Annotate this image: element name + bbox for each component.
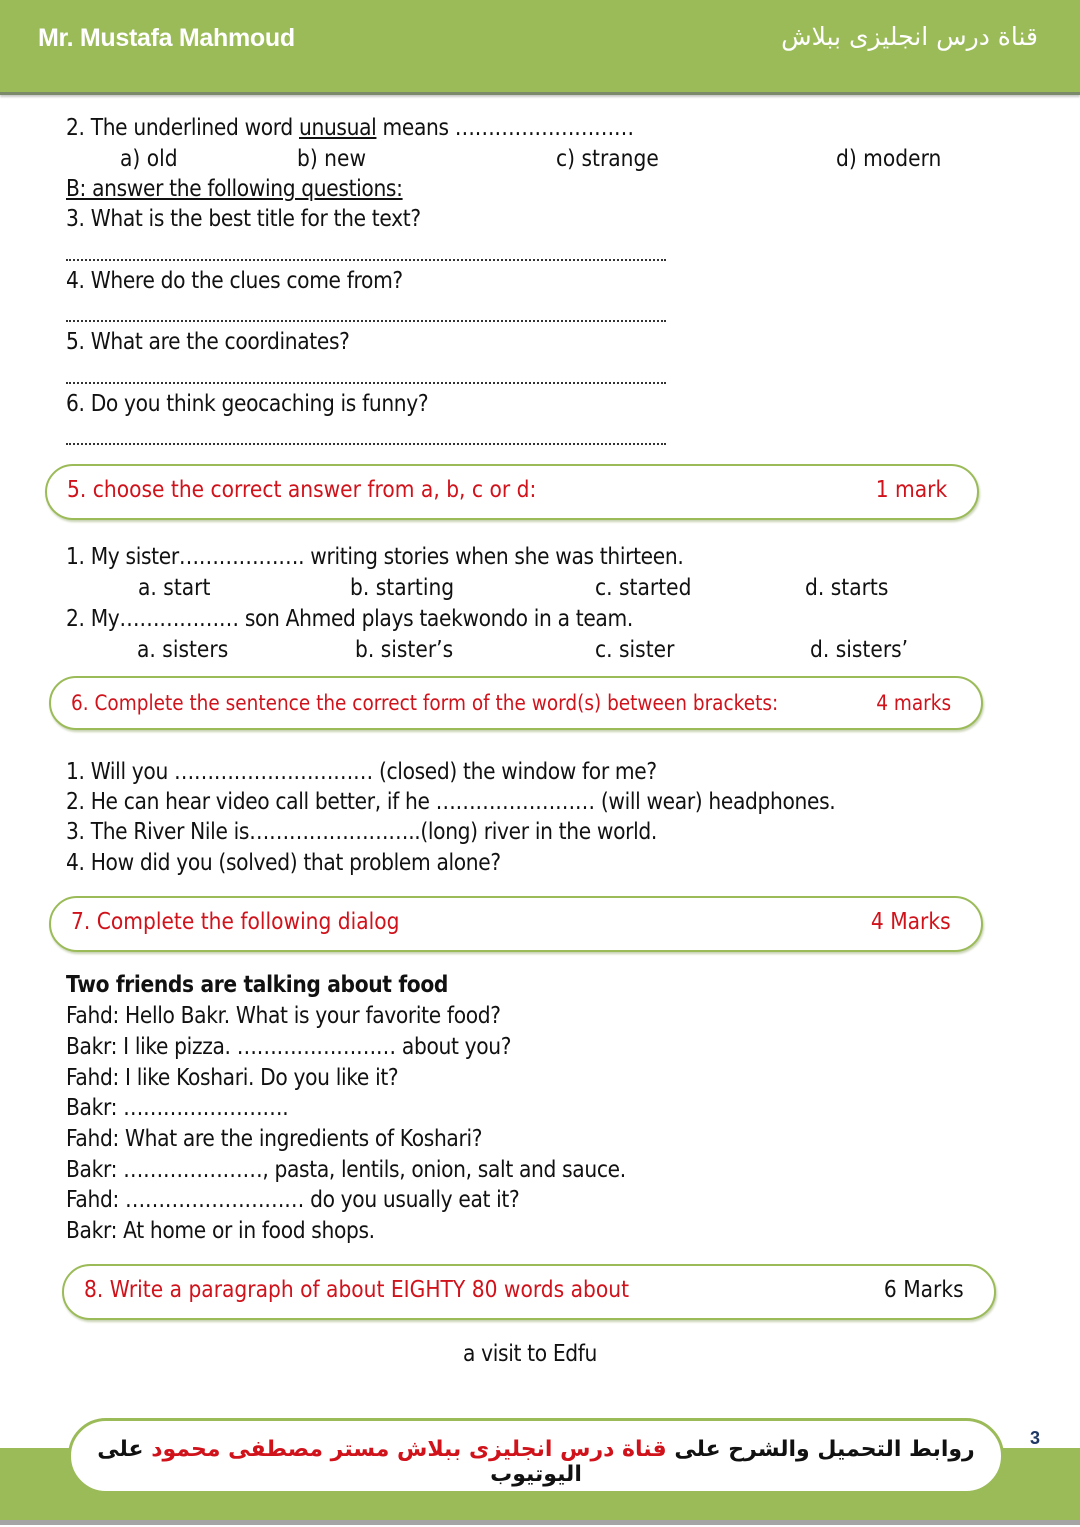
question-6: 6. Do you think geocaching is funny? [66, 391, 429, 417]
mcq-2-option-c: c. sister [595, 637, 675, 663]
mcq-1-stem: 1. My sister………………. writing stories when she was thirteen. [66, 544, 684, 570]
answer-line [66, 381, 666, 384]
mcq-1-option-c: c. started [595, 575, 692, 601]
mcq-1-option-a: a. start [138, 575, 211, 601]
dialog-line: Bakr: At home or in food shops. [66, 1218, 375, 1244]
footer-text [71, 1437, 1001, 1487]
footer-text-part1: روابط التحميل والشرح على [666, 1437, 975, 1462]
dialog-line: Fahd: ……………………… do you usually eat it? [66, 1187, 520, 1213]
dialog-line: Bakr: I like pizza. …………………… about you? [66, 1034, 512, 1060]
dialog-line: Fahd: I like Koshari. Do you like it? [66, 1065, 399, 1091]
dialog-line: Fahd: What are the ingredients of Koshari? [66, 1126, 483, 1152]
q2-option-b: b) new [297, 146, 367, 172]
question-4: 4. Where do the clues come from? [66, 268, 403, 294]
answer-line [66, 258, 666, 261]
mcq-2-option-a: a. sisters [137, 637, 229, 663]
word-form-3: 3. The River Nile is……………………..(long) river in the world. [66, 819, 657, 845]
section-title: 7. Complete the following dialog [71, 909, 400, 935]
page-number: 3 [1030, 1428, 1041, 1448]
section-8-header [62, 1264, 996, 1320]
dialog-heading: Two friends are talking about food [66, 972, 449, 998]
mcq-1-option-d: d. starts [805, 575, 889, 601]
paragraph-topic: a visit to Edfu [463, 1341, 598, 1367]
question-3: 3. What is the best title for the text? [66, 206, 421, 232]
part-b-heading: B: answer the following questions: [66, 176, 403, 202]
teacher-name: Mr. Mustafa Mahmoud [38, 24, 295, 52]
footer-text-part3: على اليوتيوب [97, 1437, 582, 1487]
footer-banner [68, 1418, 1004, 1494]
dialog-line: Fahd: Hello Bakr. What is your favorite food? [66, 1003, 501, 1029]
q2-option-c: c) strange [556, 146, 659, 172]
section-6-header [49, 676, 983, 730]
mcq-1-option-b: b. starting [350, 575, 455, 601]
underlined-word: unusual [299, 115, 377, 141]
question-5: 5. What are the coordinates? [66, 329, 350, 355]
q2-option-a: a) old [120, 146, 178, 172]
word-form-4: 4. How did you (solved) that problem alone? [66, 850, 501, 876]
section-marks: 4 marks [876, 691, 951, 715]
q2-option-d: d) modern [836, 146, 942, 172]
word-form-1: 1. Will you ………………………… (closed) the window for me? [66, 759, 657, 785]
section-7-header [49, 896, 983, 952]
section-title: 6. Complete the sentence the correct form of the word(s) between brackets: [71, 691, 779, 715]
dialog-line: Bakr: ……………………. [66, 1095, 289, 1121]
section-marks: 1 mark [875, 477, 947, 503]
channel-name: قناة درس انجليزى ببلاش [781, 22, 1038, 51]
section-marks: 4 Marks [871, 909, 951, 935]
section-title: 5. choose the correct answer from a, b, c or d: [67, 477, 537, 503]
mcq-2-option-d: d. sisters’ [810, 637, 909, 663]
section-marks: 6 Marks [884, 1277, 964, 1303]
question-2 [66, 115, 634, 141]
mcq-2-option-b: b. sister’s [355, 637, 454, 663]
mcq-2-stem: 2. My……………… son Ahmed plays taekwondo in a team. [66, 606, 633, 632]
q2-prefix: 2. The underlined word [66, 115, 300, 141]
footer-channel-link: قناة درس انجليزى ببلاش مستر مصطفى محمود [151, 1437, 667, 1462]
q2-suffix: means ……………………… [376, 115, 634, 141]
word-form-2: 2. He can hear video call better, if he …………………… (will wear) headphones. [66, 789, 836, 815]
answer-line [66, 442, 666, 445]
page-header [0, 0, 1080, 95]
answer-line [66, 319, 666, 322]
dialog-line: Bakr: …………………, pasta, lentils, onion, salt and sauce. [66, 1157, 626, 1183]
section-5-header [45, 464, 979, 520]
section-title: 8. Write a paragraph of about EIGHTY 80 words about [84, 1277, 630, 1303]
